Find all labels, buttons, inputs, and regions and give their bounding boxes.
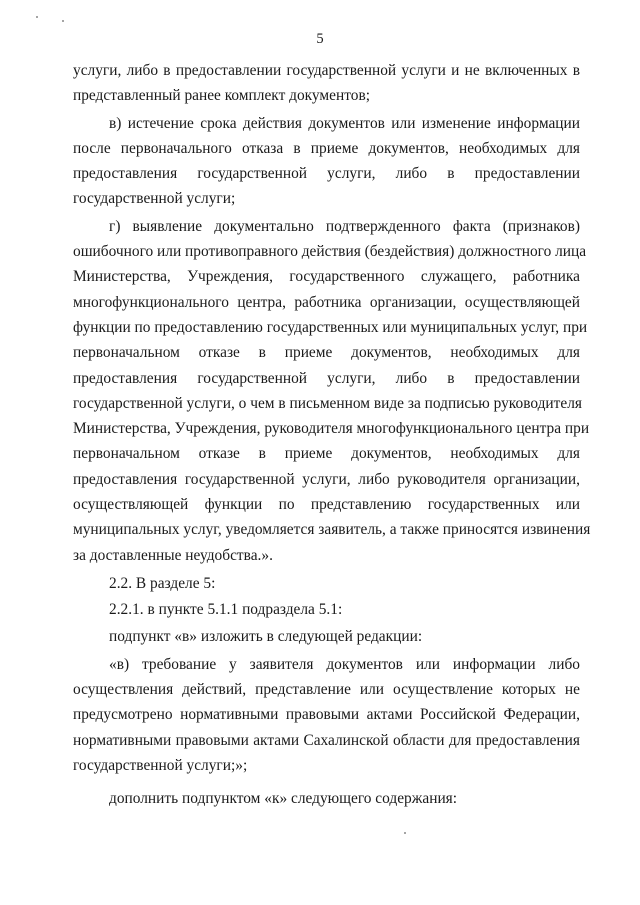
paragraph: [73, 597, 580, 622]
text-line: ошибочного или противоправного действия (бездействия) должностного лица: [73, 243, 587, 261]
text-line: дополнить подпунктом «к» следующего содержания:: [109, 790, 458, 808]
text-line: нормативными правовыми актами Сахалинской области для предоставления: [73, 731, 580, 749]
text-line: первоначальном отказе в приеме документов, необходимых для: [73, 445, 580, 463]
text-line: государственной услуги, о чем в письменном виде за подписью руководителя: [73, 394, 582, 412]
text-line: 2.2.1. в пункте 5.1.1 подраздела 5.1:: [109, 601, 343, 619]
text-line: муниципальных услуг, уведомляется заявитель, а также приносятся извинения: [73, 521, 591, 539]
paragraph: [73, 571, 580, 596]
text-line: услуги, либо в предоставлении государственной услуги и не включенных в: [73, 62, 580, 79]
text-line: предоставления государственной услуги, либо руководителя организации,: [73, 470, 580, 488]
text-line: предоставления государственной услуги, либо в предоставлении: [73, 369, 580, 387]
text-line: Министерства, Учреждения, руководителя многофункционального центра при: [73, 420, 590, 438]
paragraph: [73, 786, 580, 811]
text-line: предусмотрено нормативными правовыми актами Российской Федерации,: [73, 706, 580, 724]
text-line: первоначальном отказе в приеме документов, необходимых для: [73, 344, 580, 362]
paragraph: [73, 58, 580, 109]
paragraph: [73, 214, 591, 568]
scan-speck: [404, 832, 406, 834]
page-number: 5: [316, 31, 324, 47]
paragraph: [73, 111, 580, 212]
scan-speck: [36, 16, 38, 18]
text-line: представленный ранее комплект документов;: [73, 87, 370, 105]
paragraph: [73, 624, 580, 649]
text-line: г) выявление документально подтвержденного факта (признаков): [109, 217, 580, 235]
text-line: Министерства, Учреждения, государственного служащего, работника: [73, 268, 580, 286]
text-line: «в) требование у заявителя документов или информации либо: [109, 655, 580, 673]
text-line: после первоначального отказа в приеме документов, необходимых для: [73, 139, 580, 157]
text-line: осуществления действий, представление или осуществление которых не: [73, 681, 580, 699]
text-line: государственной услуги;»;: [73, 757, 248, 775]
text-line: функции по предоставлению государственных или муниципальных услуг, при: [73, 318, 588, 336]
text-line: в) истечение срока действия документов или изменение информации: [109, 114, 580, 132]
text-line: предоставления государственной услуги, либо в предоставлении: [73, 165, 580, 183]
scan-speck: [62, 20, 64, 22]
document-body: [73, 58, 591, 812]
text-line: за доставленные неудобства.».: [73, 546, 273, 564]
text-line: 2.2. В разделе 5:: [109, 574, 216, 592]
text-line: государственной услуги;: [73, 190, 236, 208]
paragraph: [73, 652, 580, 778]
text-line: осуществляющей функции по представлению государственных или: [73, 496, 580, 514]
text-line: подпункт «в» изложить в следующей редакции:: [109, 627, 423, 645]
text-line: многофункционального центра, работника организации, осуществляющей: [73, 293, 580, 311]
